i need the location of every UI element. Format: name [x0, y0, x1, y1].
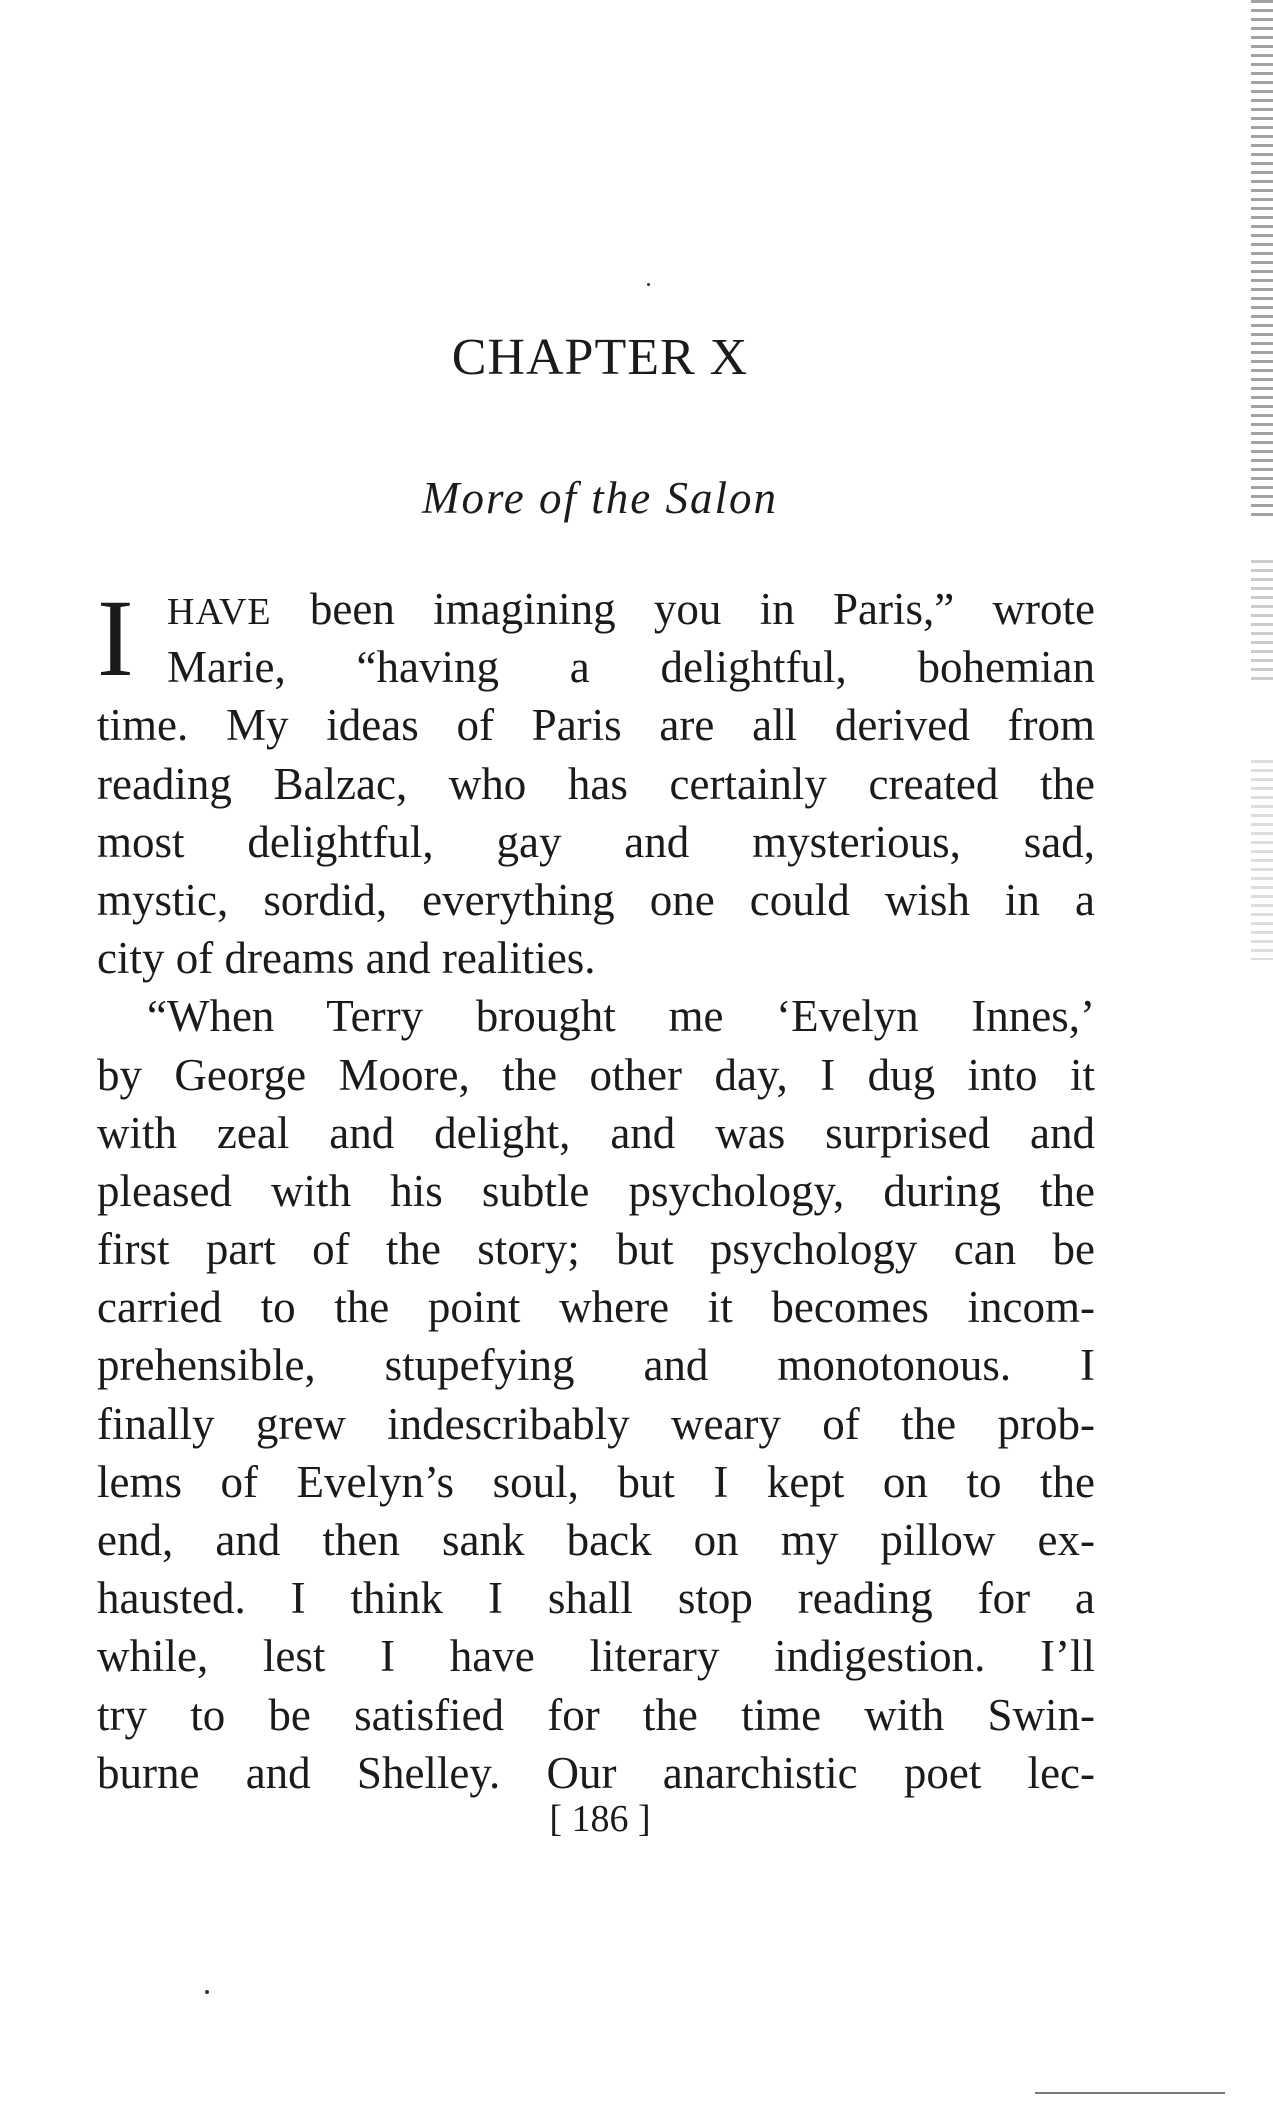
text-line: while, lest I have literary indigestion. I’ll [97, 1631, 1095, 1682]
text-line: finally grew indescribably weary of the prob- [97, 1398, 1095, 1449]
text-line: HAVE been imagining you in Paris,” wrote [167, 584, 1095, 634]
text-line: lems of Evelyn’s soul, but I kept on to the [97, 1456, 1095, 1507]
drop-cap: I [97, 577, 134, 699]
text-line: with zeal and delight, and was surprised and [97, 1107, 1095, 1158]
page-number: [ 186 ] [549, 1798, 651, 1840]
chapter-heading: CHAPTER X [451, 329, 749, 386]
text-line: “When Terry brought me ‘Evelyn Innes,’ [147, 991, 1095, 1042]
text-line: most delightful, gay and mysterious, sad, [97, 816, 1095, 867]
text-line: end, and then sank back on my pillow ex- [97, 1515, 1095, 1565]
page-edge-shadow [1251, 0, 1273, 520]
text-line: pleased with his subtle psychology, during the [97, 1165, 1095, 1216]
bottom-rule [1035, 2092, 1225, 2094]
text-line: mystic, sordid, everything one could wish in a [97, 874, 1095, 925]
body-text [97, 577, 1095, 1802]
small-caps-word: HAVE [167, 591, 272, 633]
text-line: Marie, “having a delightful, bohemian [167, 642, 1095, 693]
text-line: burne and Shelley. Our anarchistic poet lec- [97, 1747, 1095, 1798]
ink-speck [647, 283, 650, 286]
chapter-subtitle: More of the Salon [421, 473, 779, 523]
page-edge-shadow [1251, 760, 1273, 960]
text-line: reading Balzac, who has certainly created the [97, 758, 1095, 809]
text-line: carried to the point where it becomes incom- [97, 1282, 1095, 1333]
text-line: time. My ideas of Paris are all derived from [97, 700, 1095, 751]
ink-speck [205, 1990, 209, 1994]
text-line: first part of the story; but psychology can be [97, 1224, 1095, 1275]
text-line: hausted. I think I shall stop reading for a [97, 1573, 1095, 1624]
text-line: city of dreams and realities. [97, 933, 596, 984]
text-line: prehensible, stupefying and monotonous. I [97, 1340, 1095, 1391]
page-edge-shadow [1251, 560, 1273, 680]
text-line: by George Moore, the other day, I dug into it [97, 1049, 1095, 1100]
text-line: try to be satisfied for the time with Swin- [97, 1689, 1095, 1740]
